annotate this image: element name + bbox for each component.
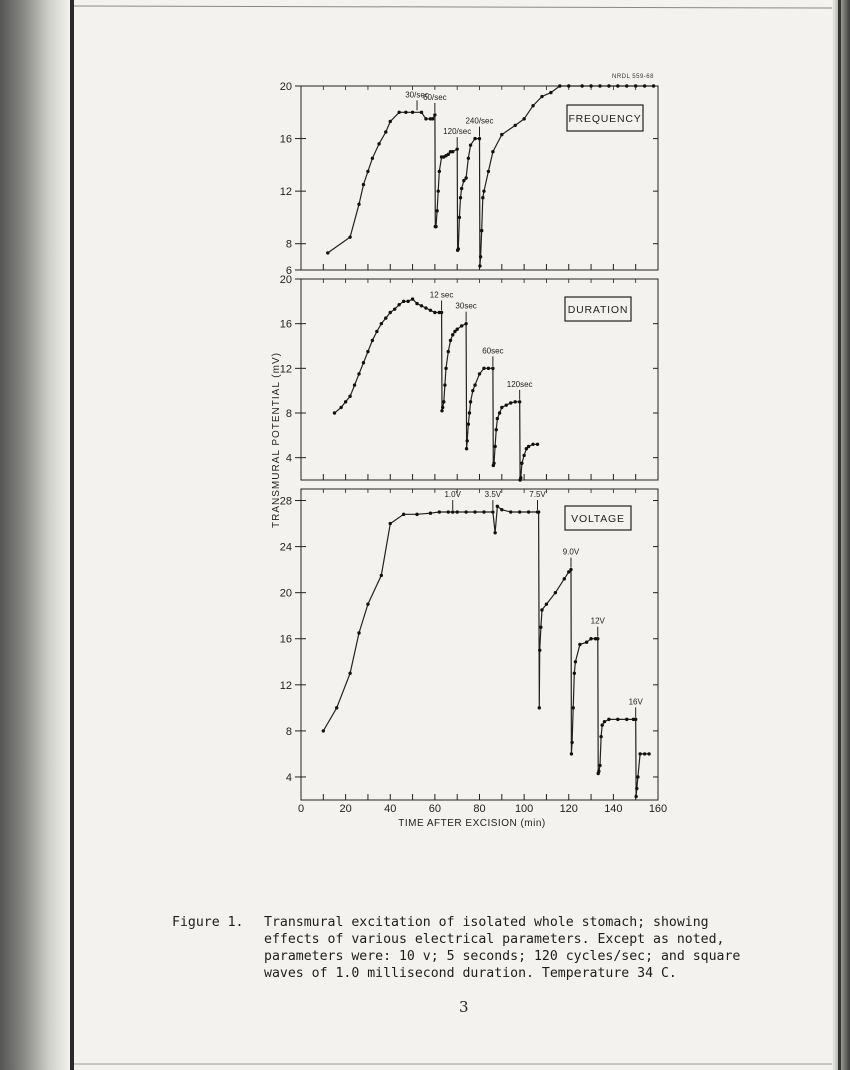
plot-frame (301, 489, 658, 800)
data-point (578, 643, 581, 646)
data-point (554, 591, 557, 594)
data-point (397, 111, 400, 114)
x-tick-label: 120 (559, 803, 578, 815)
data-point (424, 306, 427, 309)
data-point (643, 752, 646, 755)
data-point (447, 350, 450, 353)
data-point (339, 406, 342, 409)
data-point (460, 187, 463, 190)
caption-label: Figure 1. (172, 915, 244, 930)
data-point (458, 216, 461, 219)
series-line (323, 506, 649, 796)
data-point (498, 411, 501, 414)
data-point (473, 510, 476, 513)
data-point (371, 339, 374, 342)
data-point (429, 309, 432, 312)
data-point (443, 383, 446, 386)
series-line (335, 299, 538, 480)
data-point (538, 706, 541, 709)
data-point (415, 302, 418, 305)
x-tick-label: 160 (648, 803, 668, 815)
data-point (457, 247, 460, 250)
data-point (433, 311, 436, 314)
data-point (469, 400, 472, 403)
data-point (478, 372, 481, 375)
annotation-label: 240/sec (465, 116, 494, 126)
annotation-label: 9.0V (562, 547, 580, 557)
data-point (322, 729, 325, 732)
data-point (580, 84, 583, 87)
data-point (625, 718, 628, 721)
y-tick-label: 20 (279, 81, 292, 93)
data-point (389, 522, 392, 525)
data-point (333, 411, 336, 414)
data-point (411, 297, 414, 300)
data-point (384, 316, 387, 319)
data-point (415, 513, 418, 516)
x-tick-label: 100 (514, 803, 534, 815)
data-point (440, 409, 443, 412)
data-point (514, 400, 517, 403)
data-point (601, 723, 604, 726)
data-point (527, 510, 530, 513)
y-tick-label: 4 (285, 452, 292, 465)
data-point (467, 157, 470, 160)
data-point (487, 367, 490, 370)
data-point (589, 637, 592, 640)
data-point (478, 264, 481, 267)
caption-line: waves of 1.0 millisecond duration. Temperature 34 C. (264, 966, 677, 981)
y-tick-label: 8 (285, 725, 292, 738)
caption-line: parameters were: 10 v; 5 seconds; 120 cycles/sec; and square (264, 949, 741, 964)
data-point (496, 505, 499, 508)
data-point (465, 447, 468, 450)
data-point (482, 510, 485, 513)
data-point (634, 795, 637, 798)
data-point (538, 649, 541, 652)
annotation-label: 3.5V (484, 490, 502, 500)
data-point (464, 510, 467, 513)
panel-label: VOLTAGE (571, 513, 625, 525)
data-point (357, 372, 360, 375)
chart-panel-voltage (280, 489, 667, 815)
data-point (375, 330, 378, 333)
data-point (444, 367, 447, 370)
data-point (469, 143, 472, 146)
data-point (464, 176, 467, 179)
data-point (435, 209, 438, 212)
data-point (366, 350, 369, 353)
data-point (616, 718, 619, 721)
page-number: 3 (459, 998, 469, 1016)
caption-text (264, 914, 784, 982)
data-point (466, 439, 469, 442)
data-point (362, 361, 365, 364)
data-point (493, 531, 496, 534)
data-point (404, 111, 407, 114)
annotation-label: 12V (590, 616, 605, 626)
data-point (389, 120, 392, 123)
data-point (451, 333, 454, 336)
data-point (634, 718, 637, 721)
data-point (420, 304, 423, 307)
data-point (495, 428, 498, 431)
y-axis-label: TRANSMURAL POTENTIAL (mV) (271, 352, 282, 528)
data-point (389, 311, 392, 314)
data-point (442, 400, 445, 403)
data-point (429, 511, 432, 514)
data-point (519, 476, 522, 479)
data-point (406, 300, 409, 303)
data-point (500, 406, 503, 409)
data-point (509, 510, 512, 513)
panel-label: DURATION (567, 304, 629, 316)
data-point (545, 602, 548, 605)
data-point (366, 602, 369, 605)
data-point (431, 117, 434, 120)
data-point (366, 170, 369, 173)
data-point (437, 189, 440, 192)
data-point (449, 339, 452, 342)
data-point (482, 367, 485, 370)
x-tick-label: 0 (297, 803, 305, 815)
data-point (447, 510, 450, 513)
data-point (635, 787, 638, 790)
data-point (536, 443, 539, 446)
data-point (598, 764, 601, 767)
data-point (451, 510, 454, 513)
y-tick-label: 6 (285, 265, 292, 277)
data-point (540, 608, 543, 611)
annotation-label: 120/sec (443, 127, 472, 137)
data-point (647, 752, 650, 755)
reference-code: NRDL 559-68 (612, 74, 654, 80)
data-point (574, 660, 577, 663)
data-point (479, 255, 482, 258)
annotation-label: 60/sec (423, 92, 447, 102)
data-point (411, 111, 414, 114)
data-point (540, 95, 543, 98)
y-tick-label: 16 (279, 133, 292, 146)
chart-panel-frequency (280, 81, 658, 277)
data-point (491, 150, 494, 153)
data-point (455, 510, 458, 513)
data-point (636, 775, 639, 778)
x-tick-label: 60 (428, 803, 441, 815)
data-point (455, 147, 458, 150)
data-point (357, 203, 360, 206)
data-point (572, 706, 575, 709)
data-point (344, 400, 347, 403)
data-point (520, 462, 523, 465)
y-tick-label: 8 (285, 238, 292, 251)
annotation-label: 1.0V (444, 490, 461, 500)
data-point (380, 322, 383, 325)
annotation-label: 16V (628, 697, 643, 707)
data-point (514, 124, 517, 127)
data-point (464, 322, 467, 325)
data-point (420, 111, 423, 114)
data-point (451, 150, 454, 153)
data-point (505, 403, 508, 406)
data-point (377, 142, 380, 145)
data-point (460, 324, 463, 327)
data-point (462, 179, 465, 182)
data-point (652, 84, 655, 87)
data-point (570, 752, 573, 755)
data-point (482, 189, 485, 192)
data-point (480, 229, 483, 232)
y-tick-label: 12 (279, 186, 292, 199)
data-point (603, 720, 606, 723)
data-point (509, 401, 512, 404)
x-axis-label: TIME AFTER EXCISION (min) (398, 818, 546, 829)
data-point (616, 84, 619, 87)
data-point (471, 389, 474, 392)
y-tick-label: 8 (285, 408, 292, 420)
annotation-label: 12 sec (429, 290, 454, 300)
data-point (589, 84, 592, 87)
data-point (643, 84, 646, 87)
data-point (518, 510, 521, 513)
data-point (348, 395, 351, 398)
annotation-label: 120sec (506, 379, 533, 389)
data-point (491, 367, 494, 370)
y-tick-label: 12 (279, 679, 292, 692)
data-point (348, 672, 351, 675)
caption-line: effects of various electrical parameters. Except as noted, (264, 932, 725, 947)
y-tick-label: 20 (279, 274, 292, 286)
data-point (357, 631, 360, 634)
data-point (558, 84, 561, 87)
annotation-label: 30/sec (405, 90, 429, 100)
data-point (380, 574, 383, 577)
caption-line: Transmural excitation of isolated whole stomach; showing (264, 915, 709, 930)
data-point (384, 130, 387, 133)
data-point (393, 307, 396, 310)
data-point (573, 672, 576, 675)
data-point (487, 170, 490, 173)
annotation-label: 7.5V (529, 490, 546, 500)
data-point (585, 640, 588, 643)
data-point (348, 235, 351, 238)
data-point (625, 84, 628, 87)
data-point (596, 637, 599, 640)
data-point (569, 568, 572, 571)
annotation-label: 30sec (455, 301, 477, 311)
data-point (481, 196, 484, 199)
data-point (492, 462, 495, 465)
data-point (634, 84, 637, 87)
data-point (402, 300, 405, 303)
data-point (638, 752, 641, 755)
data-point (496, 417, 499, 420)
y-tick-label: 12 (279, 363, 292, 376)
y-tick-label: 24 (279, 541, 292, 554)
data-point (607, 84, 610, 87)
data-point (397, 303, 400, 306)
data-point (335, 706, 338, 709)
y-tick-label: 4 (285, 771, 292, 784)
data-point (563, 577, 566, 580)
chart-panel-duration (280, 274, 658, 482)
data-point (455, 328, 458, 331)
y-tick-label: 20 (279, 587, 292, 600)
data-point (447, 153, 450, 156)
data-point (522, 117, 525, 120)
y-tick-label: 28 (279, 495, 292, 508)
data-point (438, 170, 441, 173)
annotation-label: 60sec (482, 346, 504, 356)
data-point (371, 157, 374, 160)
data-point (500, 133, 503, 136)
y-tick-label: 16 (279, 318, 292, 331)
data-point (567, 84, 570, 87)
x-tick-label: 140 (604, 803, 623, 815)
data-point (440, 311, 443, 314)
data-point (527, 445, 530, 448)
data-point (493, 445, 496, 448)
data-point (362, 183, 365, 186)
data-point (539, 626, 542, 629)
data-point (467, 422, 470, 425)
data-point (402, 513, 405, 516)
data-point (473, 383, 476, 386)
panel-label: FREQUENCY (568, 113, 642, 125)
data-point (434, 225, 437, 228)
x-tick-label: 40 (384, 803, 397, 815)
data-point (478, 137, 481, 140)
x-tick-label: 20 (339, 803, 352, 815)
data-point (518, 400, 521, 403)
data-point (473, 137, 476, 140)
data-point (326, 251, 329, 254)
data-point (599, 735, 602, 738)
data-point (441, 406, 444, 409)
data-point (531, 104, 534, 107)
y-tick-label: 16 (279, 633, 292, 646)
data-point (438, 510, 441, 513)
data-point (459, 196, 462, 199)
data-point (597, 770, 600, 773)
data-point (570, 741, 573, 744)
data-point (598, 84, 601, 87)
data-point (522, 454, 525, 457)
data-point (607, 718, 610, 721)
data-point (549, 91, 552, 94)
data-point (537, 510, 540, 513)
data-point (491, 510, 494, 513)
data-point (433, 113, 436, 116)
data-point (353, 383, 356, 386)
data-point (500, 508, 503, 511)
data-point (531, 443, 534, 446)
x-tick-label: 80 (473, 803, 486, 815)
data-point (424, 117, 427, 120)
data-point (468, 411, 471, 414)
